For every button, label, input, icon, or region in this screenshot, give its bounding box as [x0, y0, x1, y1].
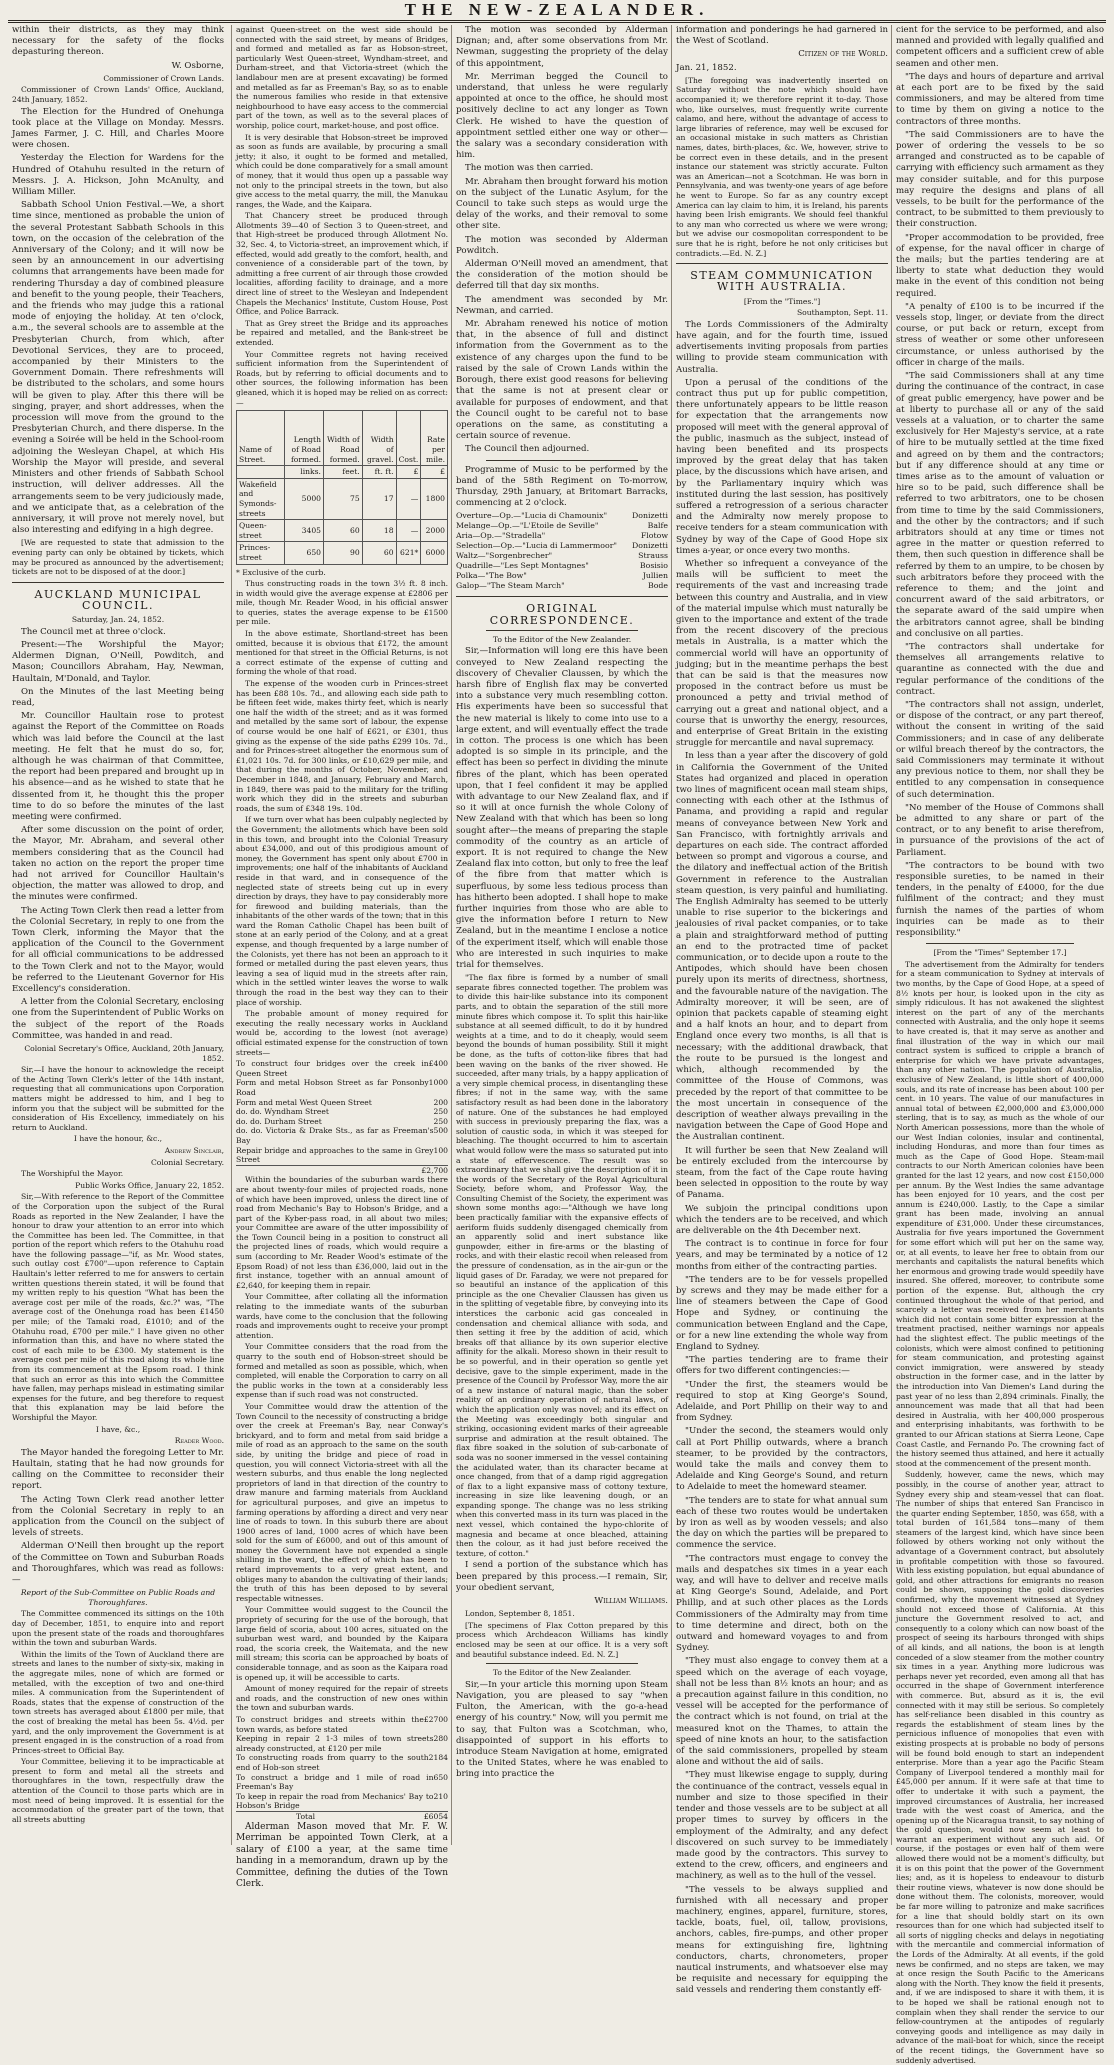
paragraph: The Mayor handed the foregoing Letter to Mr. Haultain, stating that he had now grounds for calling on the Committee to reconsider their report. — [12, 1447, 224, 1492]
report-paragraph: Your Committee considers that the road from the quarry to the south end of Hobson-street should be formed and metalled as soon as possible, which, when completed, will enable the Corporation to carry on all the public works in the town at a considerably less expense than if such road was not constructed. — [236, 1342, 448, 1400]
sum-total: £6054 — [423, 1811, 448, 1821]
estimate-row — [236, 1117, 448, 1127]
section-rule — [486, 1663, 638, 1664]
paragraph: The Council then adjourned. — [465, 444, 590, 455]
sum-row — [236, 1773, 448, 1792]
table-cell: 60 — [323, 520, 362, 542]
section-rule — [926, 943, 1074, 944]
table-cell: Queen-street — [237, 520, 285, 542]
letter-body: I send a portion of the substance which has been prepared by this process.—I remain, Sir, your obedient servant, — [456, 1560, 668, 1593]
estimate-item: Repair bridge and approaches to the same in Grey Street — [236, 1145, 434, 1165]
paragraph: "Proper accommodation to be provided, free of expense, for the naval officer in charge of the mails; but the parties tendering are at liberty to state what deduction they would make in the event of this condition not being required. — [896, 232, 1104, 299]
paragraph: Suddenly, however, came the news, which may possibly, in the course of another year, attract to Sydney every ship and steam-vessel that can float. The number of ships that entered San Francisco in the quarter ending September, 1850, was 658, with a total burden of 161,584 tons—many of them steamers of the largest kind, which have since been followed by others working not only without the advantage of a Government contract, but absolutely in profitable competition with those so favoured. With less existing population, but equal abundance of gold, and other attractions for emigrants no reason could be shown, supposing the gold discoveries confirmed, why the movement witnessed at Sydney should not exceed those of California. At this juncture the Government resolved to act, and consequently to a colony which can now boast of the prospect of seeing its harbours thronged with ships of all kinds, and all nations, the boon is at length conceded of a slow steamer from the mother country six times in a year. Anything more ludicrous was perhaps never yet recorded, even among all that has occurred in the shape of Government interference with commerce. But, absurd as it is, the evil connected with it may still be serious. So completely has self-reliance been disabled in this country as regards the establishment of steam lines by the pernicious influence of monopolies that even with existing prospects at is probable no body of persons will be found bold enough to start an independent enterprise. More than a year ago the Pacific Steam Company of Liverpool tendered a monthly mail for £45,000 per annum. If it were safe at that time to offer to undertake it with such a payment, the improved circumstances of Australia, her increased trade with the west coast of America, and the opening up of the Nicaragua transit, to say nothing of the gold question, would now seem at least to warrant an experiment without any such aid. Of course, if the postages or even half of them were allowed there would not be a moment's difficulty, but it is on this point that the power of the Government lies; and, as it is hopeless to endeavour to disturb their routine views, whatever is now done should be done without them. The colonists, moreover, would be far more willing to patronize and make sacrifices for a line that should boldly start on its own resources than for one which had subjected itself to all sorts of niggling checks and delays in negotiating with the mercantile and commercial information of the Lords of the Admiralty. At all events, if the gold news be confirmed, and no steps are taken, we may at once resign the South Pacific to the Americans along with the North. They know the field it presents, and, if we are indisposed to share it with them, it is to be hoped we shall be rational enough not to complain when they shall render the service to our fellow-countrymen at the antipodes of regularly conveying goods and intelligence as may daily in advance of the mail-boat for which, since the receipt of the recent tidings, the Government have so suddenly advertised. — [896, 1470, 1104, 2065]
editor-note: [The specimens of Flax Cotton prepared by this process which Archdeacon Williams has kindly enclosed may be seen at our office. It is a very soft and beautiful substance indeed. Ed. N. Z.] — [456, 1620, 668, 1659]
table-cell: — — [396, 520, 421, 542]
report-paragraph: In the above estimate, Shortland-street has been omitted, because it is obvious that £172, the amount mentioned for that street in the Official Returns, is not a correct estimate of the expense of cutting and forming the whole of that road. — [236, 629, 448, 677]
source-line: [From the "Times" September 17.] — [933, 948, 1067, 958]
section-rule — [12, 582, 224, 583]
programme-composer: Balfe — [647, 521, 668, 531]
estimate-row — [236, 1098, 448, 1108]
table-header: Name of Street. — [237, 411, 285, 466]
paragraph: Mr. Abraham renewed his notice of motion that, in the absence of full and distinct information from the Government as to the existence of any charges upon the fund to be raised by the sale of Crown Lands within the Borough, there exist good reasons for believing that the same is not at present clear or available for purposes of endowment, and that the Council ought to be careful not to base operations on the same, as constituting a certain source of revenue. — [456, 319, 668, 442]
signature-title: Commissioner of Crown Lands. — [103, 73, 224, 83]
table-cell: £ — [421, 466, 448, 479]
column-4 — [676, 25, 888, 1996]
paragraph: In less than a year after the discovery of gold in California the Government of the United States had organized and placed in operation two lines of magnificent ocean mail steam ships, connecting with each other at the Isthmus of Panama, and providing a rapid and regular means of conveyance between New York and San Francisco, with fortnightly arrivals and departures on each side. The contract afforded between so prompt and vigorous a course, and the dilatory and ineffectual action of the British Government in reference to the Australian steam question, is very painful and humiliating. The English Admiralty has seemed to be utterly unable to rise superior to the bickerings and jealousies of rival packet companies, or to take a plain and straightforward method of putting an end to the protracted time of packet communication, or to decide upon a route to the Antipodes, which should have been chosen purely upon its merits of directness, shortness, and the favourable nature of the navigation. The Admiralty moreover, it will be seen, are of opinion that packets capable of steaming eight and a half knots an hour, and to depart from England once every two months, is all that is necessary; with the additional drawback, that the route to be pursued is the longest and which, although recommended by the committee of the House of Commons, was preceded by the report of that committee to be the most uncertain in consequence of the description of weather always prevailing in the navigation between the Cape of Good Hope and the Australian continent. — [676, 751, 888, 1143]
source-line: [From the "Times."] — [743, 296, 821, 306]
table-cell: 1800 — [421, 478, 448, 519]
paragraph: Alderman O'Neill moved an amendment, that the consideration of the motion should be deferred till that day six months. — [456, 259, 668, 292]
programme-composer: Jullien — [642, 571, 668, 581]
streets-table — [236, 410, 448, 564]
report-paragraph: Amount of money required for the repair of streets and roads, and the construction of new ones within the town and suburban wards. — [236, 1684, 448, 1713]
editor-note: [The foregoing was inadvertently inserted on Saturday without the note which should have accompanied it; we therefore reprint it to-day. Those who, like ourselves, must frequently write currente calamo, and here, without the advantage of access to large libraries of reference, may well be excused for an occasional mistake in such matters as Christian names, dates, birth-places, &c. We, however, strive to be correct even in these details, and in the present instance our statement was strictly accurate. Fulton was an American—not a Scotchman. He was born in Pennsylvania, and was twenty-one years of age before he went to Europe. So far as any country except America can lay claim to him, it is Ireland, his parents having been Irish emigrants. We should feel thankful to any man who corrected us where we were wrong; but we advise our cosmopolitan correspondent to be sure that he is right, before he not only criticises but contradicts.—Ed. N. Z.] — [676, 75, 888, 258]
column-divider — [671, 25, 672, 1845]
report-paragraph: The probable amount of money required for executing the really necessary works in Auckland would be, according to the lowest (not average) official estimated expense for the construction of town streets— — [236, 1009, 448, 1057]
table-cell: — — [396, 478, 421, 519]
paragraph: "The contractors must engage to convey the mails and despatches six times in a year each way, and will have to deliver and receive mails at King George's Sound, Adelaide, and Port Phillip, and at such other places as the Lords Commissioners of the Admiralty may from time to time determine and direct, both on the outward and homeward voyages to and from Sydney. — [676, 1553, 888, 1654]
report-paragraph: Thus constructing roads in the town 3½ ft. 8 inch. in width would give the average expense at £2806 per mile, though Mr. Reader Wood, in his official answer to queries, states the average expense to be £1500 per mile. — [236, 579, 448, 627]
paragraph: The motion was seconded by Alderman Dignan; and, after some observations from Mr. Newman, suggesting the propriety of the delay of this appointment, — [456, 25, 668, 69]
paragraph: Alderman O'Neill then brought up the report of the Committee on Town and Suburban Roads and Thoroughfares, which was read as follows:— — [12, 1541, 224, 1585]
paragraph: "The days and hours of departure and arrival at each port are to be fixed by the said commissioners, and may be altered from time to time by them on giving a notice to the contractors of three months. — [896, 71, 1104, 127]
paragraph: "Under the second, the steamers would only call at Port Phillip outwards, where a branch steamer, to be provided by the contractors, would take the mails and convey them to Adelaide and King George's Sound, and return to Adelaide to meet the homeward steamer. — [676, 1426, 888, 1493]
programme-row — [456, 541, 668, 551]
estimate-row — [236, 1059, 448, 1078]
letter-close: I have the honour, &c., — [73, 1134, 163, 1144]
table-note: * Exclusive of the curb. — [236, 567, 326, 577]
column-divider — [891, 25, 892, 1845]
table-cell: 90 — [323, 542, 362, 564]
paragraph: "They must likewise engage to supply, during the continuance of the contract, vessels equal in number and size to those specified in their tender and those vessels are to be subject at all proper times to survey by officers in the employment of the Admiralty, and any defect discovered on such survey to be immediately made good by the contractors. This survey to extend to the crew, officers, and engineers and machinery, as well as to the hull of the vessel. — [676, 1770, 888, 1882]
paragraph-election: The Election for the Hundred of Onehunga took place at the Village on Monday. Messrs. James Farmer, J. C. Hill, and Charles Moore were chosen. — [12, 106, 224, 151]
programme-row — [456, 561, 668, 571]
paragraph: Upon a perusal of the conditions of the contract thus put up for public competition, there unfortunately appears to be little reason for expectation that the arrangements now proposed will meet with the general approval of the public, inasmuch as the subject, instead of having been benefited and its prospects improved by the great delay that has taken place, by the discussions which have arisen, and by the Parliamentary inquiry which was instituted during the last session, has positively suffered a retrogression of a serious character and the Admiralty now merely propose to receive tenders for a steam communication with Sydney by way of the Cape of Good Hope six times a-year, or once every two months. — [676, 377, 888, 556]
programme-piece: Aria—Op.—"Stradella" — [456, 531, 546, 541]
paragraph: We subjoin the principal conditions upon which the tenders are to be received, and which are deliverable on the 4th December next. — [676, 1203, 888, 1236]
sum-item: Keeping in repair 2 1-3 miles of town streets already constructed, at £120 per mile — [236, 1734, 434, 1753]
letter-signature: Reader Wood. — [174, 1436, 224, 1446]
estimate-total: £2,700 — [421, 1165, 448, 1175]
letter-dateline: Colonial Secretary's Office, Auckland, 20th January, 1852. — [24, 1044, 224, 1063]
editor-note: [We are requested to state that admission to the evening party can only be obtained by tickets, which may be procured as announced by the advertisement; tickets are not to be disposed of at the door.] — [12, 538, 224, 577]
estimate-total-row — [236, 1165, 448, 1176]
paragraph: information and ponderings he had garnered in the West of Scotland. — [676, 25, 888, 47]
table-header: Width of gravel. — [362, 411, 396, 466]
sum-amount: 210 — [433, 1791, 448, 1801]
table-cell: ft. ft. — [362, 466, 396, 479]
programme-row — [456, 531, 668, 541]
programme-row — [456, 571, 668, 581]
section-heading: AUCKLAND MUNICIPAL COUNCIL. — [34, 587, 202, 612]
letter-signature-title: Colonial Secretary. — [150, 1157, 224, 1167]
report-paragraph: Your Committee, believing it to be impracticable at present to form and metal all the streets and thoroughfares in the town, respectfully draw the attention of the Council to those parts which are in most need of being improved. It is essential for the accommodation of the greater part of the town, that all streets abutting — [12, 1757, 224, 1824]
table-cell: 650 — [285, 542, 324, 564]
paragraph: On the Minutes of the last Meeting being read, — [12, 686, 224, 708]
paragraph: Mr. Merriman begged the Council to understand, that unless he were regularly appointed at once to the office, he should most positively decline to act any longer as Town Clerk. He wished to have the question of appointment settled either one way or other—the salary was a secondary consideration with him. — [456, 71, 668, 161]
paragraph: The motion was then carried. — [465, 163, 594, 174]
newspaper-title: THE NEW-ZEALANDER. — [404, 0, 710, 19]
paragraph: The advertisement from the Admiralty for tenders for a steam communication to Sydney at intervals of two months, by the Cape of Good Hope, at a speed of 8½ knots per hour, is looked upon in the city as simply ridiculous. It has not awakened the slightest interest on the part of any of the merchants connected with Australia, and the only hope it seems to have created is, that it may serve as another and final illustration of the way in which our mail contract system is sufficed to cripple a branch of enterprise for which we have private advantages, than any other nation. The population of Australia, exclusive of New Zealand, is little short of 400,000 souls, and its rate of increase has been about 100 per cent. in 10 years. The value of our manufactures in annual total of between £2,000,000 and £3,000,000 sterling, that is to say, as much as the whole of our North American possessions, more than the whole of our West Indian colonies, insular and continental, including Honduras, and more than four times as much as the Cape of Good Hope. Steam-mail contracts to our North American colonies have been granted for the last 12 years, and now cost £150,000 per annum. By the West Indies the same advantage has been enjoyed for 10 years, and the cost per annum is £240,000. Lastly, to the Cape a similar grant has been made, involving an annual expenditure of £31,000. Under these circumstances, Australia for five years importuned the Government for some effort which will put her on the same way, or, at all events, to leave her free to obtain from our merchants and capitalists the natural benefits which her enormous and growing trade would speedily have insured. She offered, moreover, to contribute some portion of the expense. But, although the cry continued throughout the whole of that period, and scarcely a letter was received from her merchants which did not contain some bitter expression at the treatment practised, neither warnings nor appeals had the slightest effect. The public meetings of the colonists, which were almost confined to petitioning for steam communication, and protesting against convict immigration, were answered by steady obstruction in the former case, and in the latter by the introduction into Van Diemen's Land during the past year of no less than 2,894 criminals. Finally, the announcement was made that all that had been desired in Australia, with her 400,000 prosperous and enterprising inhabitants, was forthwith to be granted to our African stations at Sierra Leone, Cape Coast Castle, and Fernando Po. The crowning fact of the history seemed thus attained, and here it actually stood at the commencement of the present month. — [896, 959, 1104, 1468]
estimate-row — [236, 1146, 448, 1165]
table-cell: 3405 — [285, 520, 324, 542]
paragraph: "The contractors shall not assign, underlet, or dispose of the contract, or any part thereof, without the consent in writing of the said Commissioners; and in case of any deliberate or wilful breach thereof by the contractors, the said Commissioners may terminate it without any previous notice to them, nor shall they be entitled to any compensation in consequence of such determination. — [896, 699, 1104, 800]
sum-amount: 280 — [433, 1734, 448, 1744]
signature-name: W. Osborne, — [171, 60, 224, 71]
letter-addressee: The Worshipful the Mayor. — [21, 1169, 124, 1179]
table-cell: £ — [396, 466, 421, 479]
programme-piece: Polka—"The Bow" — [456, 571, 527, 581]
table-cell: 5000 — [285, 478, 324, 519]
table-cell: Princes-street — [237, 542, 285, 564]
table-cell: Wakefield and Symonds-streets — [237, 478, 285, 519]
sum-row — [236, 1715, 448, 1734]
estimate-item: Form and metal Hobson Street as far Ponsonby Road — [236, 1078, 429, 1097]
paragraph: "The contractors to be bound with two responsible sureties, to be named in their tenders, in the penalty of £4000, for the due fulfilment of the contract; and they must furnish the names of the parties of whom inquiries can be made as to their responsibility." — [896, 860, 1104, 939]
paragraph-sabbath: Sabbath School Union Festival.—We, a short time since, mentioned as probable the union of the several Protestant Sabbath Schools in this town, on the occasion of the celebration of the Anniversary of the Colony; and it will now be seen by an announcement in our advertising columns that arrangements have been made for rendering Thursday a day of combined pleasure and benefit to the young people, their Teachers, and the friends who may judge this a rational mode of enjoying the holiday. At ten o'clock, a.m., the several schools are to assemble at the Presbyterian Church, from which, after Devotional Services, they are to proceed, accompanied by their Ministers to the Government Domain. There refreshments will be distributed to the scholars, and some hours will be given to play. After this there will be singing, prayer, and short addresses, when the procession will move from the ground to the Presbyterian Church, and there disperse. In the evening a Soirée will be held in the School-room adjoining the Wesleyan Chapel, at which His Worship the Mayor will preside, and several Ministers and other friends of Sabbath School instruction, will deliver addresses. All the arrangements seem to be very judiciously made, and we anticipate that, as a celebration of the anniversary, it will prove not merely novel, but also interesting and edifying in a high degree. — [12, 200, 224, 536]
sum-total-label: Total — [296, 1811, 316, 1821]
programme-row — [456, 511, 668, 521]
report-paragraph: Within the boundaries of the suburban wards there are about twenty-four miles of projected roads, none of which have been improved, unless the direct line of road from Mechanic's Bay to Hobson's Bridge, and a part of the Kyber-pass road, in all about two miles; your Committee are aware of the utter impossibility of the Town Council being in a position to construct all the projected lines of roads, which would require a sum (according to Mr. Reader Wood's estimate of the Epsom Road) of not less than £36,000, laid out in the first instance, together with an annual amount of £2,640, for keeping them in repair. — [236, 1175, 448, 1290]
estimate-item: Form and metal West Queen Street — [236, 1097, 372, 1107]
section-rule — [486, 460, 638, 461]
dateline: Saturday, Jan. 24, 1852. — [71, 615, 165, 625]
letter-close: I have, &c., — [95, 1424, 141, 1434]
table-header: Length of Road formed. — [285, 411, 324, 466]
paragraph: "They must also engage to convey them at a speed which on the average of each voyage, shall not be less than 8½ knots an hour; and as a precaution against failure in this condition, no vessel will be accepted for the performance of the contract which is not found, on trial at the measured knot on the Thames, to attain the speed of nine knots an hour, to the satisfaction of the said commissioners, propelled by steam alone and without the aid of sails. — [676, 1656, 888, 1768]
report-paragraph: Within the limits of the Town of Auckland there are streets and lanes to the number of sixty-six, making in the aggregate miles, none of which are formed or metalled, with the exception of two and one-third miles. A communication from the Superintendent of Roads, states that the expense of construction of the town streets has averaged about £1800 per mile, that the cost of breaking the metal has been 5s. 4½d. per yard, and the only improvement the Government is at present engaged in is the construction of a road from Princes-street to Official Bay. — [12, 1649, 224, 1755]
paragraph: Present:—The Worshipful the Mayor; Aldermen Dignan, O'Neill, Powditch, and Mason; Councillors Abraham, Hay, Newman, Haultain, M'Donald, and Taylor. — [12, 639, 224, 684]
estimate-amount: 100 — [433, 1145, 448, 1155]
sum-item: To construct bridges and streets within the town wards, as before stated — [236, 1714, 424, 1734]
paragraph: After some discussion on the point of order, the Mayor, Mr. Abraham, and several other members considering that as the Council had taken no action on the report the proper time had not arrived for Councillor Haultain's objection, the matter was allowed to drop, and the minutes were confirmed. — [12, 825, 224, 903]
estimate-item: do. do. Wyndham Street — [236, 1107, 329, 1117]
programme-piece: Selection—Op.—"Lucia di Lammermoor" — [456, 541, 618, 551]
programme-list — [456, 511, 668, 591]
table-cell: 75 — [323, 478, 362, 519]
section-heading: ORIGINAL CORRESPONDENCE. — [489, 602, 635, 627]
programme-composer: Donizetti — [632, 541, 668, 551]
paragraph: The Acting Town Clerk read another letter from the Colonial Secretary in reply to an application from the Council on the subject of levels of streets. — [12, 1494, 224, 1539]
paragraph: A letter from the Colonial Secretary, enclosing one from the Superintendent of Public Works on the subject of the report of the Roads Committee, was handed in and read. — [12, 997, 224, 1041]
table-cell: 621* — [396, 542, 421, 564]
sum-item: To construct a bridge and 1 mile of road in Freeman's Bay — [236, 1772, 434, 1792]
table-header: Width of Road formed. — [323, 411, 362, 466]
table-cell: 2000 — [421, 520, 448, 542]
programme-piece: Galop—"The Steam March" — [456, 581, 565, 591]
report-paragraph: The Committee commenced its sittings on the 10th day of December, 1851, to enquire into and report upon the present state of the roads and thoroughfares within the town and suburban Wards. — [12, 1609, 224, 1648]
table-cell — [237, 466, 285, 479]
signature-date: Commissioner of Crown Lands' Office, Auckland, 24th January, 1852. — [12, 85, 224, 104]
paragraph: The motion was seconded by Alderman Powditch. — [456, 234, 668, 256]
report-paragraph: It is very desirable that Hobson-street be improved as soon as funds are available, by procuring a small jetty; it also, it ought to be formed and metalled, which could be done comparatively for a small amount of money, that it would thus open up a passable way not only to the principal streets in the town, but also give access to the metal quarry, the mill, the Manukau ranges, the Wade, and the Kaipara. — [236, 132, 448, 209]
table-cell: 17 — [362, 478, 396, 519]
sum-row — [236, 1753, 448, 1772]
paragraph: The Acting Town Clerk then read a letter from the Colonial Secretary, in reply to one from the Town Clerk, informing the Mayor that the application of the Council to the Government for all official communications to be addressed to the Town Clerk and not to the Mayor, would be referred to the Lieutenant Governor for His Excellency's consideration. — [12, 905, 224, 994]
programme-row — [456, 551, 668, 561]
estimate-amount: 250 — [433, 1107, 448, 1117]
estimate-amount: 1000 — [428, 1078, 448, 1088]
sum-amount: £2700 — [423, 1714, 448, 1724]
estimate-amount: 500 — [433, 1126, 448, 1136]
paragraph: The amendment was seconded by Mr. Newman, and carried. — [456, 294, 668, 316]
paragraph: Mr. Abraham then brought forward his motion on the subject of the Lunatic Asylum, for the Council to take such steps as would urge the delay of the works, and their removal to some other site. — [456, 176, 668, 232]
column-divider — [231, 25, 232, 1845]
report-paragraph: If we turn over what has been culpably neglected by the Government; the allotments which have been sold in this town, and brought into the Colonial Treasury about £34,000, and out of this prodigious amount of money, the Government has spent only about £700 in improvements; one half of the inhabitants of Auckland reside in that ward, and in consequence of the neglected state of streets being cut up in every direction by drays, they have to pay considerably more for firewood and building materials, than the inhabitants of the other wards of the town; that in this ward the Roman Catholic Chapel has been built of stone at an early period of the Colony, and at a great expense, and though frequented by a large number of the Colonists, yet there has not been an approach to it formed or metalled during the past eleven years, thus leaving a sea of liquid mud in the streets after rain, which in the settled winter leaves the worse to walk through the road in the best way they can to their place of worship. — [236, 815, 448, 1007]
table-header: Rate per mile. — [421, 411, 448, 466]
report-paragraph: Your Committee, after collating all the information relating to the immediate wants of the suburban wards, have come to the conclusion that the following roads and improvements ought to receive your prompt attention. — [236, 1292, 448, 1340]
section-rule — [456, 596, 668, 597]
letter-body: Sir,—I have the honour to acknowledge the receipt of the Acting Town Clerk's letter of the 14th instant, requesting that all communications upon Corporation matters might be addressed to him, and I beg to inform you that the subject will be submitted for the consideration of His Excellency, immediately on his return to Auckland. — [12, 1065, 224, 1132]
estimate-item: To construct four bridges over the creek in Queen Street — [236, 1059, 429, 1078]
paragraph: "The said Commissioners are to have the power of ordering the vessels to be so arranged and constructed as to be capable of carrying with efficiency such armament as they may consider suitable, and for this purpose may require the designs and plans of all vessels, to be built for the performance of the contract, to be submitted to them previously to their construction. — [896, 129, 1104, 230]
letter-body: Sir,—With reference to the Report of the Committee of the Corporation upon the subject of the Rural Roads as reported in the New Zealander, I have the honour to draw your attention to an error into which the Committee has been led. The Committee, in that portion of the report which refers to the Otahuhu road have the following passage—"if, as Mr. Wood states, such outlay cost £700"—upon reference to Captain Haultain's letter referred to me for answers to certain written questions therein stated, it will be found that my written reply to his question "What has been the average cost per mile of the roads, &c.?" was, "The average cost of the Onehunga road has been £1450 per mile; of the Tamaki road, £1010; and of the Otahuhu road, £700 per mile." I have given no other information than this, and have no where stated the cost of each mile to be £300. My statement is the average cost per mile of this road along its whole line from its commencement at the Epsom road. I think that such an error as this into which the Committee have fallen, may perhaps mislead in estimating similar expenses for the future, and beg therefore to request that this explanation may be laid before the Worshipful the Mayor. — [12, 1192, 224, 1422]
letter-signature: Citizen of the World. — [798, 49, 888, 60]
letter-date: London, September 8, 1851. — [465, 1609, 575, 1619]
table-units-row — [237, 466, 448, 479]
sum-total-row — [236, 1811, 448, 1822]
paragraph-election: Yesterday the Election for Wardens for the Hundred of Otahuhu resulted in the return of Messrs. J. A. Hickson, John McAnulty, and William Miller. — [12, 153, 224, 198]
letter-quote: "The flax fibre is formed by a number of small separate fibres connected together. The problem was to divide this hair-like substance into its component parts, and to obtain the separation of the still more minute fibres which compose it. To split this hair-like substance at all seemed difficult, to do it by hundred weights at a time, and to do it cheaply, would seem beyond the bounds of human possibility. Still it might be done, as the tufts of cotton-like fibres that had been waving on the banks of the river showed. He succeeded, after many trials, by a happy application of a very simple chemical process, in disentangling these fibres; if not in the same way, with the same satisfactory result as had been done in the laboratory of nature. One of the substances he had employed with success in previously preparing the flax, was a solution of caustic soda, in which it was steeped for bleaching. The thought occurred to him to ascertain what would follow were the mass so saturated put into a state of effervescence. The result was so extraordinary that we shall give the description of it in the words of the Secretary of the Royal Agricultural Society, before whom, and Professor Way, the Consulting Chemist of the Society, the experiment was shown some months ago:—"Although we have long been practically familiar with the expansive effects of aeriform fluids suddenly disengaged chemically from an apparently solid and inert substance like gunpowder, either in fire-arms or the blasting of rocks, and with their elastic recoil when released from the pressure of condensation, as in the air-gun or the liquid gases of Dr. Faraday, we were not prepared for so beautiful an instance of the application of this principle as the one Chevalier Claussen has given us in the splitting of vegetable fibre, by conveying into its interstices the carbonic acid gas concealed in condensation and chemical alliance with soda, and then setting it free by the addition of acid, which breaks off that alliance by its own superior elective affinity for the alkali. Moreso shown in their result to be so powerful, and in their operation so gentle yet decisive, gave to the simple experiment, made in the presence of the Council by Professor Way, more the air of a new instance of natural magic, than the sober reality of an ordinary operation of natural laws, of which the application only was novel; and its effect on the Meeting was exceedingly both singular and striking, occasioning evident marks of their agreeable surprise and admiration at the result obtained. The flax fibre soaked in the solution of sub-carbonate of soda was no sooner immersed in the vessel containing the acidulated water, than its character became at once changed, from that of a damp rigid aggregation of flax to a light expansive mass of cottony texture, increasing in size like leavening dough, or an expanding sponge. The change was no less striking when this converted mass in its turn was placed in the next vessel, which contained the hypo-chlorite of magnesia and became at once bleached, attaining then the colour, as it had just before received the texture, of cotton." — [456, 973, 668, 1558]
paragraph: It will further be seen that New Zealand will be entirely excluded from the intercourse by steam, from the fact of the Cape route having been selected in opposition to the route by way of Panama. — [676, 1145, 888, 1201]
paragraph: cient for the service to be performed, and also manned and provided with legally qualified and competent officers and a sufficient crew of able seamen and other men. — [896, 25, 1104, 69]
paragraph: Alderman Mason moved that Mr. F. W. Merriman be appointed Town Clerk, at a salary of £100 a year, at the same time handing in a memorandum, drawn up by the Committee, defining the duties of the Town Clerk. — [236, 1821, 448, 1889]
masthead-rule-2 — [8, 22, 1106, 23]
table-header: Cost. — [396, 411, 421, 466]
sum-row — [236, 1734, 448, 1753]
sum-amount: 2184 — [428, 1753, 448, 1763]
programme-composer: Bosisio — [639, 561, 668, 571]
column-divider — [451, 25, 452, 1845]
paragraph: Whether so infrequent a conveyance of the mails will be sufficient to meet the requirements of the vast and increasing trade between this country and Australia, and in view of the material impulse which must naturally be given to the importance and extent of the trade from the recent discovery of the precious metals in Australia, is a matter which the commercial world will have an opportunity of judging; but in the meantime perhaps the best that can be said is that the measures now proposed in the contract before us must be pronounced a petty and trivial method of carrying out a great and national object, and a course that is unworthy the energy, resources, and enterprise of Great Britain in the existing struggle for mercantile and naval supremacy. — [676, 558, 888, 749]
sum-row — [236, 1792, 448, 1811]
estimate-row — [236, 1078, 448, 1097]
section-rule — [486, 630, 638, 631]
report-paragraph: That Chancery street be produced through Allotments 39—40 of Section 3 to Queen-street, and that High-street be produced through Allotment No. 32, Sec. 4, to Victoria-street, an improvement which, if effected, would add greatly to the comfort, health, and convenience of a considerable part of the town, by admitting a free current of air through those crowded localities, affording facility to drainage, and a more direct line of street to the Wesleyan and Independent Chapels the Mechanics' Institute, Custom House, Post Office, and Police Barrack. — [236, 211, 448, 317]
column-1 — [12, 25, 224, 1845]
section-rule — [676, 263, 888, 264]
letter-body: Sir,—Information will long ere this have been conveyed to New Zealand respecting the discovery of Chevalier Claussen, by which the harsh fibre of English flax may be converted into a substance very much resembling cotton. His experiments have been so successful that the new material is likely to come into use to a large extent, and will eventually effect the trade in cotton. The process is one which has been adopted is so simple in its principle, and the effect has been so perfect in dividing the minute fibres of the plant, which has been operated upon, that I feel confident it may be applied with advantage to our New Zealand flax, and if so it will at once furnish the whole Colony of New Zealand with that which has been so long sought after—the means of preparing the staple commodity of the country as an article of export. It is not required to change the New Zealand flax into cotton, but only to free the leaf of the fibre from that matter which is superfluous, by some less tedious process than has hitherto been adopted. I shall hope to make further inquiries from those who are able to give the information before I return to New Zealand, but in the meantime I enclose a notice of the experiment itself, which will enable those who are interested in such inquiries to make trial for themselves. — [456, 646, 668, 971]
column-5 — [896, 25, 1104, 2065]
column-2 — [236, 25, 448, 1889]
masthead — [0, 0, 1114, 20]
sum-item: To constructing roads from quarry to the south end of Hob-son street — [236, 1753, 429, 1772]
programme-piece: Overture—Op.—"Lucia di Chamounix" — [456, 511, 608, 521]
letter-addressee: To the Editor of the New Zealander. — [492, 634, 632, 644]
sum-item: To keep in repair the road from Mechanics' Bay to Hobson's Bridge — [236, 1791, 434, 1811]
estimate-row — [236, 1107, 448, 1117]
section-heading: STEAM COMMUNICATION WITH AUSTRALIA. — [690, 269, 874, 294]
paragraph: "The tenders are to be for vessels propelled by screws and they may be made either for a line of steamers between the Cape of Good Hope and Sydney, or continuing the communication between England and the Cape, or for a new line extending the whole way from England to Sydney. — [676, 1274, 888, 1352]
report-paragraph: That as Grey street the Bridge and its approaches be repaired and metalled, and the Bank-street be extended. — [236, 318, 448, 347]
paragraph: "Under the first, the steamers would be required to stop at King George's Sound, Adelaide, and Port Phillip on their way to and from Sydney. — [676, 1379, 888, 1424]
paragraph: The contract is to continue in force for four years, and may be terminated by a notice of 12 months from either of the contracting parties. — [676, 1239, 888, 1272]
table-cell: 6000 — [421, 542, 448, 564]
estimate-amount: 250 — [433, 1116, 448, 1126]
report-paragraph: Your Committee would draw the attention of the Town Council to the necessity of constructing a bridge over the creek at Freeman's Bay, near Conway's brickyard, and to form and metal from said bridge a mile of road as an approach to the same on the south side, by uniting the bridge and piece of road in question, you will connect Victoria-street with all the western suburbs, and thus enable the long neglected proprietors of land in that direction of the country to draw manure and farming materials from Auckland for agricultural purposes, and give an impetus to farming operations by affording a direct and very near line of roads to town. In this suburb there are about 1900 acres of land, 1000 acres of which have been sold for the sum of £6000, and out of this amount of money the Government have not expended a single shilling in the ward, the effect of which has been to retard improvements to a very great extent, and obliges many to abandon the cultivating of their lands; the truth of this has been deposed to by several respectable witnesses. — [236, 1401, 448, 1603]
sums-list — [236, 1715, 448, 1822]
paragraph: "The tenders are to state for what annual sum each of these two routes would be undertaken by iron as well as by wooden vessels; and also the day on which the parties will be prepared to commence the service. — [676, 1495, 888, 1551]
table-cell: feet. — [323, 466, 362, 479]
estimate-list — [236, 1059, 448, 1175]
table-cell: links. — [285, 466, 324, 479]
table-cell: 18 — [362, 520, 396, 542]
programme-piece: Melange—Op.—"L'Etoile de Seville" — [456, 521, 599, 531]
paragraph: "No member of the House of Commons shall be admitted to any share or part of the contract, or to any benefit to arise therefrom, in pursuance of the provisions of the act of Parliament. — [896, 802, 1104, 858]
paragraph: The Lords Commissioners of the Admiralty have again, and for the fourth time, issued advertisements inviting proposals from parties willing to provide steam communication with Australia. — [676, 319, 888, 375]
masthead-rule — [8, 20, 1106, 21]
report-paragraph: Your Committee regrets not having received sufficient information from the Superintendent of Roads, but by referring to official documents and to other sources, the following information has been gleaned, which it is hoped may be relied on as correct:— — [236, 349, 448, 407]
programme-composer: Strauss — [638, 551, 668, 561]
paragraph: Mr. Councillor Haultain rose to protest against the Report of the Committee on Roads which was laid before the Council at the last meeting. He felt that he must do so, for, although he was chairman of that Committee, the report had been prepared and brought up in his absence—and as he wished to state that he dissented from it, he thought this the proper time to do so before the minutes of the last meeting were confirmed. — [12, 711, 224, 822]
table-cell: 60 — [362, 542, 396, 564]
estimate-item: do. do. Victoria & Drake Sts., as far as Freeman's Bay — [236, 1126, 434, 1145]
letter-signature: William Williams. — [594, 1596, 668, 1607]
letter-date: Jan. 21, 1852. — [676, 62, 737, 73]
programme-piece: Waltz—"Sorgenbrecher" — [456, 551, 553, 561]
paragraph: The Council met at three o'clock. — [21, 626, 166, 637]
paragraph: "The said Commissioners shall at any time during the continuance of the contract, in case of great public emergency, have power and be at liberty to purchase all or any of the said vessels at a valuation, or to charter the same exclusively for Her Majesty's service, at a rate of hire to be mutually settled at the time fixed and agreed on by them and the contractors; but if any difference should at any time or times arise as to the amount of valuation or hire so to be paid, such difference shall be referred to two arbitrators, one to be chosen from time to time by the said Commissioners, and the other by the contractors; and if such arbitrators should at any time or times not agree in the matter or question referred to them, then such question in difference shall be referred by them to an umpire, to be chosen by such arbitrators before they proceed with the reference to them; and the joint and concurrent award of the said arbitrators, or the separate award of the said umpire when the arbitrators cannot agree, shall be binding and conclusive on all parties. — [896, 371, 1104, 639]
paragraph: "The parties tendering are to frame their offers for two different contingencies:— — [676, 1355, 888, 1377]
report-paragraph: against Queen-street on the west side should be connected with the said street, by means of Bridges, and formed and metalled as far as Hobson-street, particularly West Queen-street, Wyndham-street, and Durham-street, and that Victoria-street (which the landlabour men are at present excavating) be formed and metalled as far as Freeman's Bay, so as to enable the numerous families who reside in that extensive neighbourhood to have easy access to the commercial part of the town, as well as to the several places of worship, police court, market-house, and post office. — [236, 25, 448, 130]
letter-body: Sir,—In your article this morning upon Steam Navigation, you are pleased to say "when Fulton, the American, with the go-a-head energy of his country." Now, will you permit me to say, that Fulton was a Scotchman, who, disappointed of support in his efforts to introduce Steam Navigation at home, emigrated to the United States, where he was enabled to bring into practice the — [456, 1679, 668, 1780]
sum-amount: 650 — [433, 1772, 448, 1782]
programme-composer: Flotow — [640, 531, 668, 541]
estimate-amount: 200 — [433, 1097, 448, 1107]
column-3 — [456, 25, 668, 1845]
programme-piece: Quadrille—"Les Sept Montagnes" — [456, 561, 589, 571]
programme-row — [456, 581, 668, 591]
table-row — [237, 520, 448, 542]
paragraph: "The contractors shall undertake for themselves all arrangements relative to quarantine as connected with the due and regular performance of the conditions of the contract. — [896, 641, 1104, 697]
programme-row — [456, 521, 668, 531]
paragraph: "A penalty of £100 is to be incurred if the vessels stop, linger, or deviate from the direct course, or put back or return, except from stress of weather or some other unforeseen circumstance, or unless authorised by the officer in charge of the mails. — [896, 301, 1104, 368]
programme-composer: Bode — [647, 581, 668, 591]
estimate-amount: £400 — [428, 1059, 448, 1069]
report-paragraph: Your Committee would suggest to the Council the propriety of securing for the use of the borough, that large field of scoria, about 100 acres, situated on the suburban west ward, and bounded by the Kaipara road, the scoria creek, the Waitemata, and the new mill stream; this scoria can be approached by boats of considerable tonnage, and as soon as the Kaipara road is opened up, it will be accessible to carts. — [236, 1605, 448, 1682]
report-paragraph: The expense of the wooden curb in Princes-street has been £88 10s. 7d., and allowing each side path to be fifteen feet wide, makes thirty feet, which is nearly one half the width of the street; and as it was formed and metalled by the same sort of labour, the expense of course would be one half of £621, or £301, thus giving as the expense of the side paths £299 10s. 7d., and for Princes-street altogether the enormous sum of £1,021 10s. 7d. for 300 links, or £10,629 per mile, and that during the months of October, November, and December in 1848, and January, February and March, in 1849, there was paid to the military for the trifling work which they did in the streets and suburban roads, the sum of £348 19s. 10d. — [236, 679, 448, 813]
table-row — [237, 542, 448, 564]
letter-dateline: Public Works Office, January 22, 1852. — [75, 1180, 224, 1190]
programme-composer: Donizetti — [632, 511, 668, 521]
estimate-item: do. do. Durham Street — [236, 1116, 322, 1126]
programme-intro: Programme of Music to be performed by the band of the 58th Regiment on To-morrow, Thursday, 29th January, at Britomart Barracks, commencing at 2 o'clock. — [456, 464, 668, 509]
letter-addressee: To the Editor of the New Zealander. — [492, 1668, 632, 1678]
dateline: Southampton, Sept. 11. — [796, 308, 888, 318]
paragraph: "The vessels to be always supplied and furnished with all necessary and proper machinery, engines, apparel, furniture, stores, tackle, boats, fuel, oil, tallow, provisions, anchors, cables, fire-pumps, and other proper means for extinguishing fire, lightning conductors, charts, chronometers, proper nautical instruments, and whatsoever else may be requisite and necessary for equipping the said vessels and rendering them constantly eff- — [676, 1884, 888, 1996]
paragraph: within their districts, as they may think necessary for the safety of the flocks depasturing thereon. — [12, 25, 224, 58]
estimate-row — [236, 1126, 448, 1145]
table-row — [237, 478, 448, 519]
letter-signature: Andrew Sinclair, — [164, 1145, 224, 1155]
report-title: Report of the Sub-Committee on Public Roads and Thoroughfares. — [20, 1588, 216, 1607]
table-header-row — [237, 411, 448, 466]
